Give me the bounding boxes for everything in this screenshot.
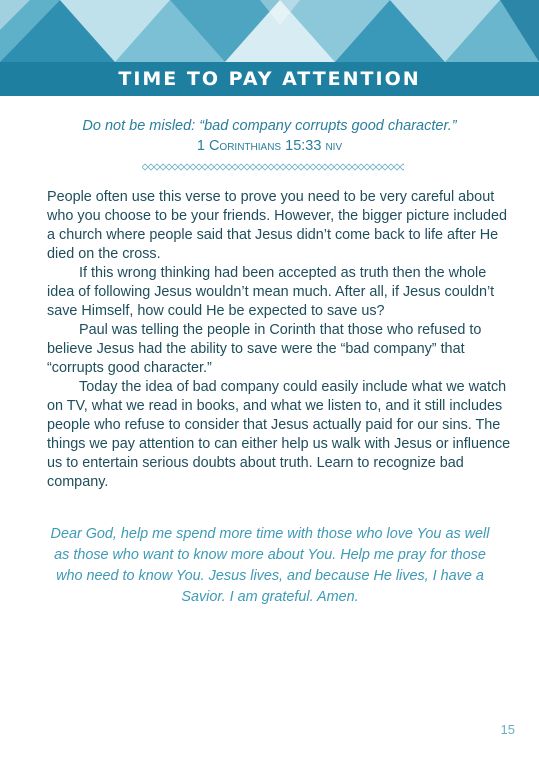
geometric-header-banner [0, 0, 539, 62]
body-paragraph: Today the idea of bad company could easily include what we watch on TV, what we read in books, and what we listen to, and it still includes people who refuse to consider that Jesus actually paid for our sins. The things we pay attention to can either help us walk with Jesus or influence us to entertain serious doubts about truth. Learn to recognize bad company. [47, 379, 511, 490]
ornamental-divider [142, 163, 404, 171]
title-bar [0, 62, 539, 96]
verse-quote: Do not be misled: “bad company corrupts good character.” [82, 118, 457, 134]
page-number: 15 [500, 722, 515, 737]
body-paragraph: Paul was telling the people in Corinth that those who refused to believe Jesus had the ability to save were the “bad company” that “corrupts good character.” [47, 322, 482, 376]
verse-ref-translation: niv [325, 138, 343, 154]
body-paragraph: People often use this verse to prove you need to be very careful about who you choose to be your friends. However, the bigger picture included a church where people said that Jesus didn’t come back to life after He died on the cross. [47, 189, 507, 262]
verse-ref-book: Corinthians [208, 138, 282, 154]
verse-ref-number: 1 [196, 138, 209, 154]
closing-prayer: Dear God, help me spend more time with those who love You as well as those who want to know more about You. Help me pray for those who need to know You. Jesus lives, and because He lives, I have a Savior. I am grateful. Amen. [50, 526, 490, 605]
page-title: TIME TO PAY ATTENTION [118, 68, 421, 90]
devotional-body [47, 188, 513, 492]
body-paragraph: If this wrong thinking had been accepted as truth then the whole idea of following Jesus wouldn’t mean much. After all, if Jesus couldn’t save Himself, how could He be expected to save us? [47, 265, 495, 319]
verse-ref-chapter: 15:33 [281, 138, 326, 154]
scripture-verse [0, 116, 539, 156]
verse-reference [0, 136, 539, 156]
